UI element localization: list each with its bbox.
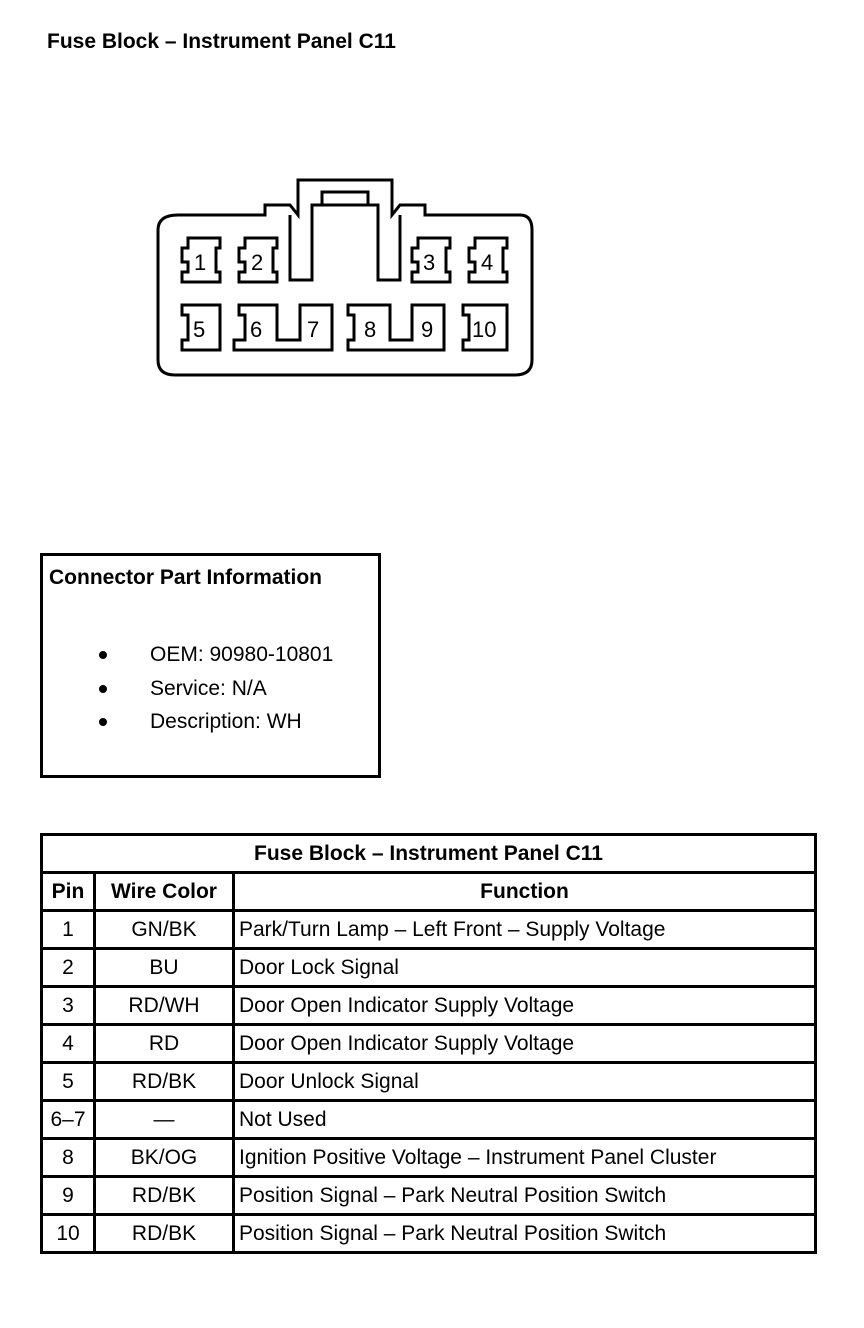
table-row [42,1063,816,1101]
cell-pin: 10 [42,1215,95,1253]
pin-function-table [40,833,817,1254]
bullet-icon [99,651,107,659]
info-item-oem-text: OEM: 90980-10801 [150,643,334,666]
cell-function: Position Signal – Park Neutral Position Switch [234,1215,816,1253]
cell-pin: 2 [42,949,95,987]
header-function: Function [234,873,816,911]
cell-pin: 5 [42,1063,95,1101]
cell-wire-color: GN/BK [95,911,234,949]
info-item-service [95,672,333,706]
connector-part-info-list [95,638,333,739]
table-row [42,1101,816,1139]
connector-part-info-box [40,553,381,778]
pin-label-8: 8 [364,317,377,342]
table-row [42,1025,816,1063]
cell-wire-color: RD/BK [95,1177,234,1215]
cell-pin: 1 [42,911,95,949]
pin-label-6: 6 [250,317,263,342]
connector-face-drawing [150,170,550,390]
table-row [42,949,816,987]
cell-function: Not Used [234,1101,816,1139]
cell-wire-color: BU [95,949,234,987]
pin-label-5: 5 [193,317,206,342]
pin-label-9: 9 [421,317,434,342]
cell-pin: 6–7 [42,1101,95,1139]
connector-latch [290,205,400,280]
header-wire-color: Wire Color [95,873,234,911]
cell-pin: 9 [42,1177,95,1215]
bullet-icon [99,685,107,693]
table-row [42,1139,816,1177]
cell-function: Position Signal – Park Neutral Position Switch [234,1177,816,1215]
cell-wire-color: — [95,1101,234,1139]
table-row [42,1177,816,1215]
cell-function: Park/Turn Lamp – Left Front – Supply Voltage [234,911,816,949]
cell-function: Door Lock Signal [234,949,816,987]
table-title: Fuse Block – Instrument Panel C11 [42,835,816,873]
cell-pin: 8 [42,1139,95,1177]
cell-function: Door Open Indicator Supply Voltage [234,1025,816,1063]
pin-label-3: 3 [423,250,436,275]
cell-function: Door Unlock Signal [234,1063,816,1101]
pin-label-7: 7 [307,317,320,342]
latch-window [322,192,368,205]
cell-wire-color: RD/BK [95,1063,234,1101]
bullet-icon [99,718,107,726]
cell-wire-color: RD/BK [95,1215,234,1253]
table-row [42,911,816,949]
info-item-oem [95,638,333,672]
cell-wire-color: BK/OG [95,1139,234,1177]
pin-label-4: 4 [481,250,494,275]
cell-wire-color: RD [95,1025,234,1063]
cell-pin: 4 [42,1025,95,1063]
table-row [42,1215,816,1253]
pin-label-1: 1 [194,250,207,275]
info-item-description [95,705,333,739]
info-item-service-text: Service: N/A [150,676,267,700]
cell-pin: 3 [42,987,95,1025]
pin-label-2: 2 [251,250,264,275]
connector-diagram [150,170,550,390]
cell-wire-color: RD/WH [95,987,234,1025]
table-row [42,987,816,1025]
cell-function: Door Open Indicator Supply Voltage [234,987,816,1025]
page-title: Fuse Block – Instrument Panel C11 [47,30,396,53]
header-pin: Pin [42,873,95,911]
connector-part-info-title: Connector Part Information [49,566,323,589]
info-item-description-text: Description: WH [150,710,302,733]
pin-label-10: 10 [472,317,497,342]
connector-housing [158,180,532,375]
cell-function: Ignition Positive Voltage – Instrument Panel Cluster [234,1139,816,1177]
